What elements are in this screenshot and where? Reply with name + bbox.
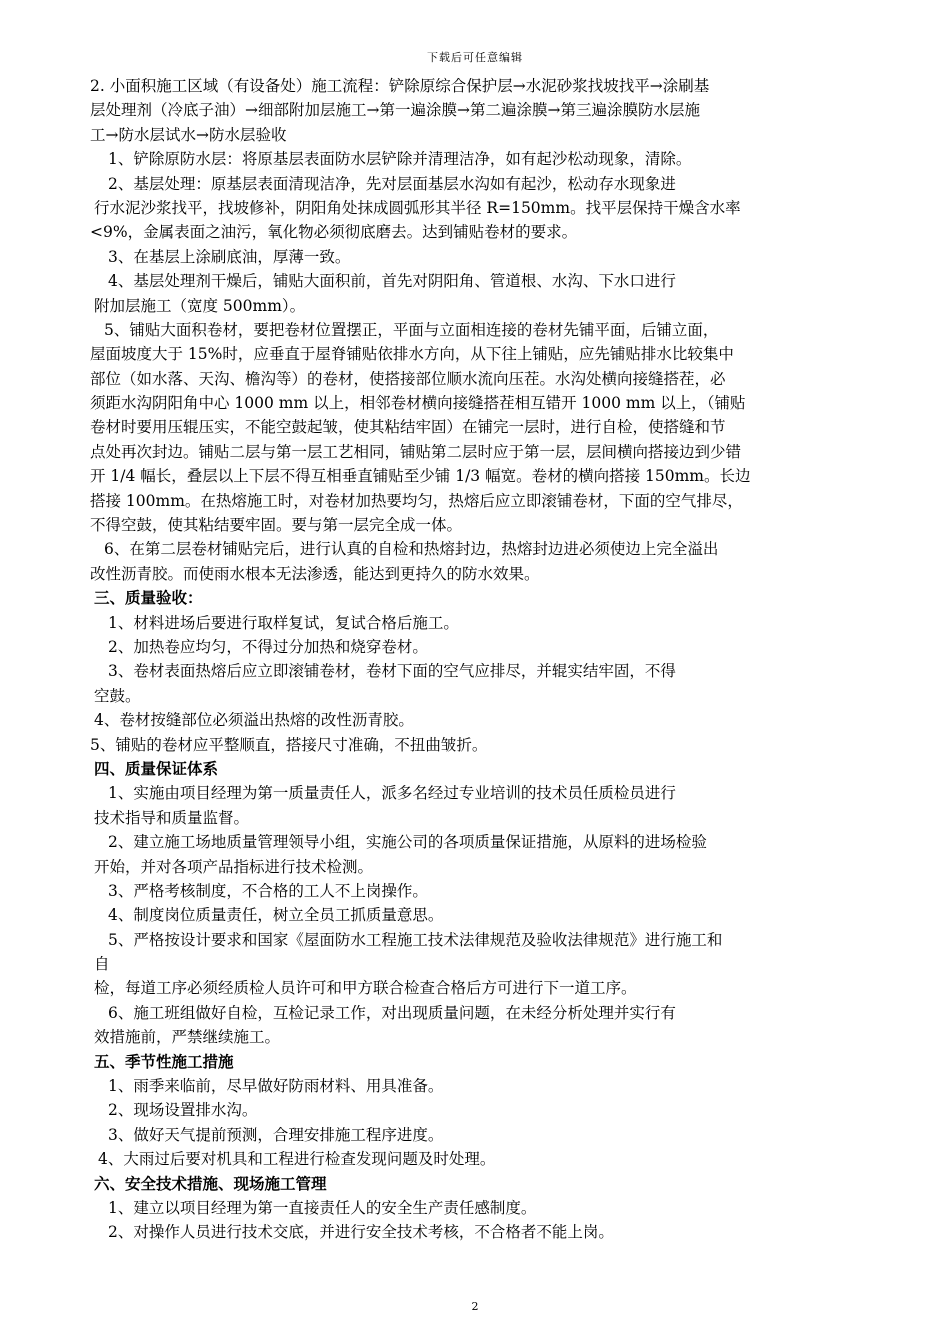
paragraph-line: 1、铲除原防水层：将原基层表面防水层铲除并清理洁净，如有起沙松动现象，清除。 [108,150,692,169]
paragraph-line: 卷材时要用压辊压实，不能空鼓起皱，使其粘结牢固）在铺完一层时，进行自检，使搭缝和节 [90,418,726,437]
section-heading: 四、质量保证体系 [94,758,219,778]
paragraph-line: 开 1/4 幅长，叠层以上下层不得互相垂直铺贴至少铺 1/3 幅宽。卷材的横向搭接 150mm。长边 [90,467,751,486]
paragraph-line: 5、铺贴大面积卷材，要把卷材位置摆正，平面与立面相连接的卷材先铺平面，后铺立面， [104,320,719,339]
paragraph-line: 自 [94,955,110,974]
section-heading: 五、季节性施工措施 [94,1051,234,1071]
paragraph-line: 5、铺贴的卷材应平整顺直，搭接尺寸准确，不扭曲皱折。 [90,735,488,754]
paragraph-line: 不得空鼓，使其粘结要牢固。要与第一层完全成一体。 [90,516,463,535]
paragraph-line: 点处再次封边。铺贴二层与第一层工艺相同，铺贴第二层时应于第一层，层间横向搭接边到少错 [90,442,742,461]
paragraph-line: 2、现场设置排水沟。 [108,1101,258,1120]
document-body [90,74,880,1245]
paragraph-line: 2、基层处理：原基层表面清现洁净，先对层面基层水沟如有起沙，松动存水现象进 [108,174,676,193]
paragraph-line: 6、施工班组做好自检，互检记录工作，对出现质量问题，在未经分析处理并实行有 [108,1003,676,1022]
paragraph-line: 检，每道工序必须经质检人员许可和甲方联合检查合格后方可进行下一道工序。 [94,979,637,998]
paragraph-line: 附加层施工（宽度 500mm）。 [94,296,306,315]
paragraph-line: 3、在基层上涂刷底油，厚薄一致。 [108,247,351,266]
page-header: 下载后可任意编辑 [427,51,523,64]
paragraph-line: 2、建立施工场地质量管理领导小组，实施公司的各项质量保证措施，从原料的进场检验 [108,833,707,852]
paragraph-line: 搭接 100mm。在热熔施工时，对卷材加热要均匀，热熔后应立即滚铺卷材，下面的空气排尽， [90,491,743,510]
paragraph-line: 屋面坡度大于 15%时，应垂直于屋脊铺贴依排水方向，从下往上铺贴，应先铺贴排水比较集中 [90,345,734,364]
paragraph-line: 行水泥沙浆找平，找坡修补，阴阳角处抹成圆弧形其半径 R=150mm。找平层保持干燥含水率 [94,198,741,217]
paragraph-line: 4、大雨过后要对机具和工程进行检查发现问题及时处理。 [98,1150,496,1169]
paragraph-line: 1、建立以项目经理为第一直接责任人的安全生产责任感制度。 [108,1198,537,1217]
paragraph-line: 须距水沟阴阳角中心 1000 mm 以上，相邻卷材横向接缝搭茬相互错开 1000 mm 以上，（铺贴 [90,394,746,413]
paragraph-line: 改性沥青胶。而使雨水根本无法渗透，能达到更持久的防水效果。 [90,564,540,583]
paragraph-line: 工→防水层试水→防水层验收 [90,125,287,144]
paragraph-line: 3、卷材表面热熔后应立即滚铺卷材，卷材下面的空气应排尽，并辊实结牢固，不得 [108,662,676,681]
section-heading: 三、质量验收： [94,588,203,608]
paragraph-line: 1、实施由项目经理为第一质量责任人，派多名经过专业培训的技术员任质检员进行 [108,784,676,803]
paragraph-line: 1、雨季来临前，尽早做好防雨材料、用具准备。 [108,1077,444,1096]
paragraph-line: 效措施前，严禁继续施工。 [94,1028,281,1047]
paragraph-line: 4、卷材按缝部位必须溢出热熔的改性沥青胶。 [94,711,414,730]
paragraph-line: 开始，并对各项产品指标进行技术检测。 [94,857,374,876]
paragraph-line: 3、做好天气提前预测，合理安排施工程序进度。 [108,1125,444,1144]
paragraph-line: 4、制度岗位质量责任，树立全员工抓质量意思。 [108,906,444,925]
paragraph-line: 技术指导和质量监督。 [94,808,250,827]
paragraph-line: 3、严格考核制度，不合格的工人不上岗操作。 [108,881,428,900]
paragraph-line: 2. 小面积施工区域（有设备处）施工流程：铲除原综合保护层→水泥砂浆找坡找平→涂刷基 [90,77,710,95]
paragraph-line: 空鼓。 [94,686,141,705]
paragraph-line: 4、基层处理剂干燥后，铺贴大面积前，首先对阴阳角、管道根、水沟、下水口进行 [108,272,676,291]
paragraph-line: <9%，金属表面之油污，氧化物必须彻底磨去。达到铺贴卷材的要求。 [90,223,578,242]
section-heading: 六、安全技术措施、现场施工管理 [94,1173,327,1193]
paragraph-line: 6、在第二层卷材铺贴完后，进行认真的自检和热熔封边，热熔封边进必须使边上完全溢出 [104,540,719,559]
paragraph-line: 5、严格按设计要求和国家《屋面防水工程施工技术法律规范及验收法律规范》进行施工和 [108,930,723,949]
page-number: 2 [471,1300,479,1313]
paragraph-line: 层处理剂（冷底子油）→细部附加层施工→第一遍涂膜→第二遍涂膜→第三遍涂膜防水层施 [90,101,700,120]
paragraph-line: 1、材料进场后要进行取样复试，复试合格后施工。 [108,613,459,632]
paragraph-line: 部位（如水落、天沟、檐沟等）的卷材，使搭接部位顺水流向压茬。水沟处横向接缝搭茬，必 [90,369,726,388]
paragraph-line: 2、对操作人员进行技术交底，并进行安全技术考核，不合格者不能上岗。 [108,1223,614,1242]
paragraph-line: 2、加热卷应均匀，不得过分加热和烧穿卷材。 [108,637,428,656]
